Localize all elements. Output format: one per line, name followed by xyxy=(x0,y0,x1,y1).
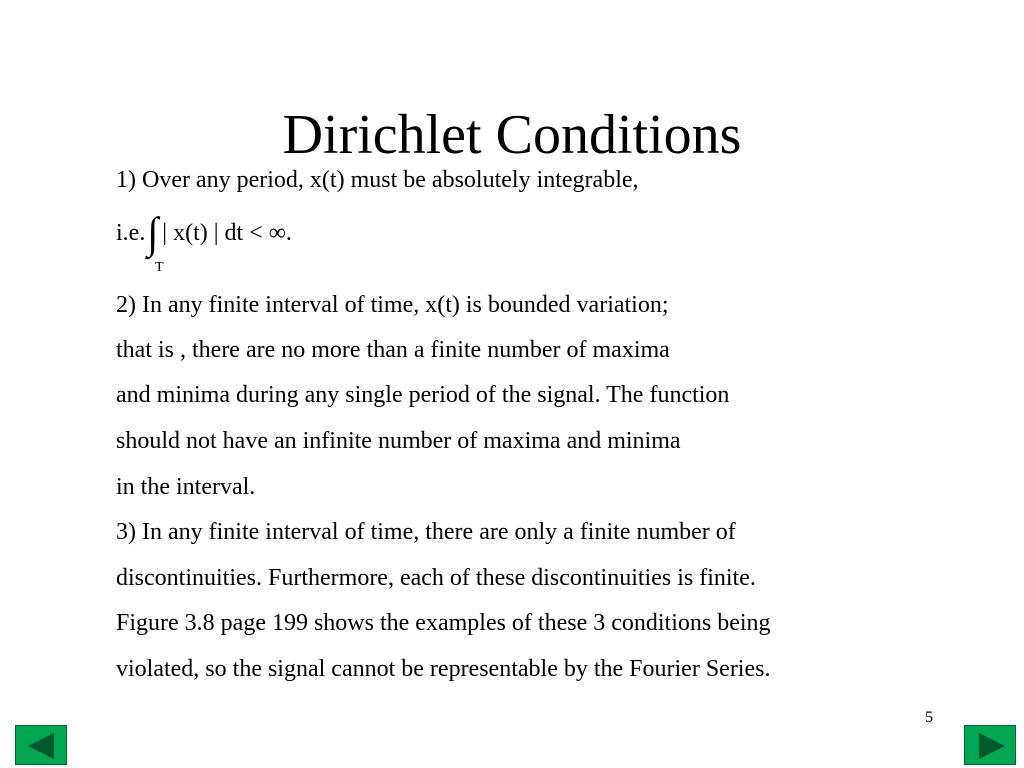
condition-2-line: and minima during any single period of the signal. The function xyxy=(116,382,730,408)
condition-3-line: discontinuities. Furthermore, each of these discontinuities is finite. xyxy=(116,565,756,591)
next-slide-button[interactable] xyxy=(964,725,1016,765)
condition-2-line: should not have an infinite number of maxima and minima xyxy=(116,428,681,454)
condition-2-line: 2) In any finite interval of time, x(t) is bounded variation; xyxy=(116,292,669,318)
condition-2-line: in the interval. xyxy=(116,474,256,500)
integral-subscript: T xyxy=(155,260,164,275)
condition-1-line: 1) Over any period, x(t) must be absolutely integrable, xyxy=(116,167,639,193)
condition-2-line: that is , there are no more than a finite number of maxima xyxy=(116,337,670,363)
integral-symbol: ∫ xyxy=(147,207,159,258)
math-prefix: i.e. xyxy=(116,220,146,246)
page-number: 5 xyxy=(925,709,933,726)
condition-3-line: 3) In any finite interval of time, there are only a finite number of xyxy=(116,519,736,545)
previous-slide-button[interactable] xyxy=(15,725,67,765)
condition-1-math xyxy=(116,207,292,258)
right-triangle-icon xyxy=(965,726,1017,766)
left-triangle-icon xyxy=(16,726,68,766)
math-body: | x(t) | dt < ∞. xyxy=(162,220,292,246)
slide-title: Dirichlet Conditions xyxy=(282,104,742,166)
condition-3-line: violated, so the signal cannot be representable by the Fourier Series. xyxy=(116,656,771,682)
condition-3-line: Figure 3.8 page 199 shows the examples of these 3 conditions being xyxy=(116,610,771,636)
